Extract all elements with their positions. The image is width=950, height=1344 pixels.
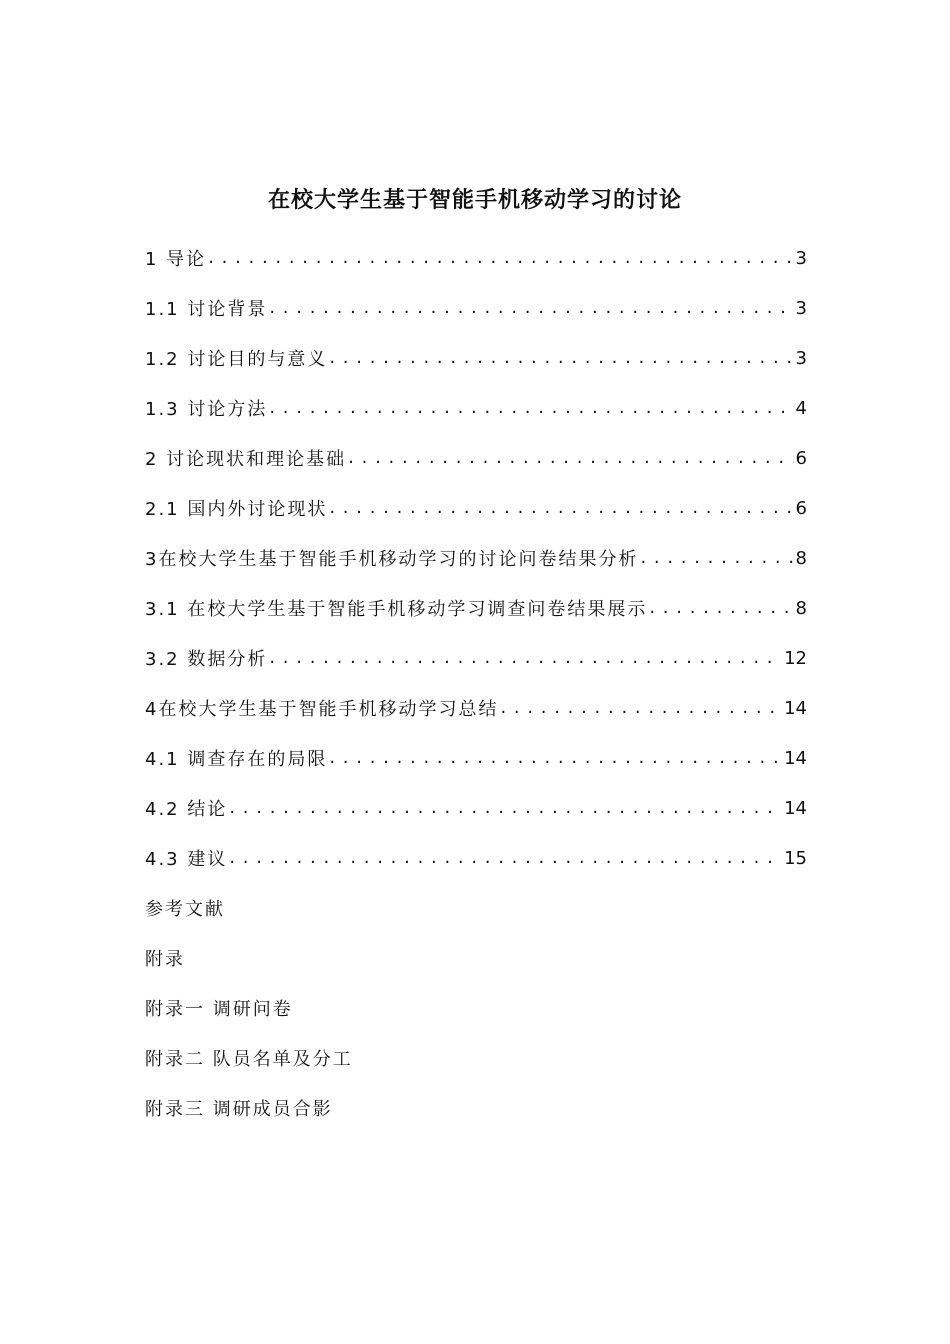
toc-entry[interactable]: [145, 833, 807, 883]
toc-appendix-entry[interactable]: 附录: [145, 949, 185, 970]
toc-entry-label: 3.2 数据分析: [145, 649, 268, 670]
toc-entry-page-number: 3: [795, 347, 807, 369]
toc-entry[interactable]: [145, 633, 807, 683]
toc-entry[interactable]: [145, 733, 807, 783]
toc-references-entry[interactable]: 参考文献: [145, 899, 225, 920]
table-of-contents: [145, 233, 807, 1133]
toc-entry-page-number: 14: [784, 747, 807, 769]
toc-entry-label: 3在校大学生基于智能手机移动学习的讨论问卷结果分析: [145, 549, 639, 570]
toc-entry[interactable]: [145, 483, 807, 533]
toc-entry-label: 1.3 讨论方法: [145, 399, 268, 420]
toc-entry-label: 4.1 调查存在的局限: [145, 749, 328, 770]
toc-entry-label: 4在校大学生基于智能手机移动学习总结: [145, 699, 499, 720]
toc-dot-leader: [269, 399, 793, 417]
toc-entry[interactable]: [145, 433, 807, 483]
toc-appendix-item[interactable]: 附录三 调研成员合影: [145, 1099, 333, 1120]
toc-entry-label: 1.2 讨论目的与意义: [145, 349, 328, 370]
toc-dot-leader: [329, 499, 793, 517]
toc-entry-page-number: 14: [784, 797, 807, 819]
toc-entry[interactable]: [145, 383, 807, 433]
toc-entry-label: 2 讨论现状和理论基础: [145, 449, 347, 470]
toc-entry-label: 1.1 讨论背景: [145, 299, 268, 320]
toc-dot-leader: [229, 799, 782, 817]
toc-entry[interactable]: [145, 283, 807, 333]
toc-dot-leader: [269, 649, 782, 667]
toc-entry-page-number: 3: [795, 247, 807, 269]
toc-dot-leader: [208, 249, 793, 267]
toc-entry-label: 4.2 结论: [145, 799, 228, 820]
toc-entry-label: 3.1 在校大学生基于智能手机移动学习调查问卷结果展示: [145, 599, 648, 620]
toc-appendix-item[interactable]: 附录一 调研问卷: [145, 999, 293, 1020]
toc-entry-page-number: 15: [784, 847, 807, 869]
toc-entry-page-number: 4: [795, 397, 807, 419]
toc-entry-page-number: 8: [795, 597, 807, 619]
toc-entry-page-number: 8: [795, 547, 807, 569]
toc-dot-leader: [649, 599, 793, 617]
toc-dot-leader: [640, 549, 793, 567]
toc-entry[interactable]: [145, 333, 807, 383]
toc-dot-leader: [329, 349, 793, 367]
toc-dot-leader: [269, 299, 793, 317]
toc-entry-page-number: 3: [795, 297, 807, 319]
toc-entry[interactable]: [145, 583, 807, 633]
toc-entry[interactable]: [145, 233, 807, 283]
toc-entry-label: 1 导论: [145, 249, 207, 270]
toc-entry[interactable]: [145, 533, 807, 583]
toc-dot-leader: [348, 449, 793, 467]
toc-dot-leader: [229, 849, 782, 867]
toc-entry[interactable]: [145, 783, 807, 833]
toc-entry-label: 2.1 国内外讨论现状: [145, 499, 328, 520]
document-title: 在校大学生基于智能手机移动学习的讨论: [267, 187, 682, 213]
toc-entry-page-number: 14: [784, 697, 807, 719]
toc-dot-leader: [329, 749, 782, 767]
toc-dot-leader: [500, 699, 782, 717]
toc-entry-page-number: 6: [795, 447, 807, 469]
toc-entry-label: 4.3 建议: [145, 849, 228, 870]
toc-entry-page-number: 12: [784, 647, 807, 669]
toc-appendix-item[interactable]: 附录二 队员名单及分工: [145, 1049, 353, 1070]
toc-entry[interactable]: [145, 683, 807, 733]
toc-entry-page-number: 6: [795, 497, 807, 519]
